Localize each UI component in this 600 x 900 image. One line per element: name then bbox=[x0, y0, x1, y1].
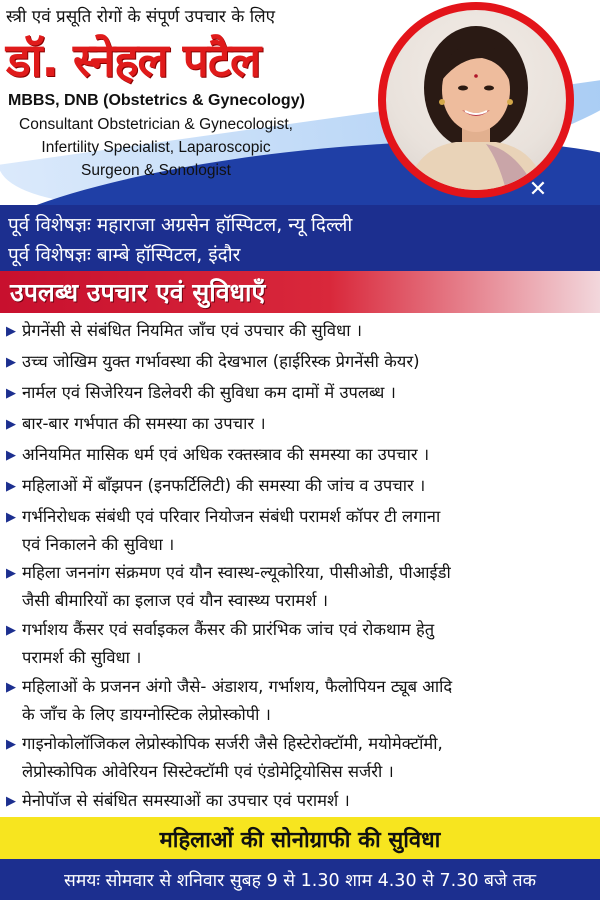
services-list bbox=[0, 315, 600, 817]
arrow-bullet-icon: ▶ bbox=[6, 794, 16, 809]
timing-footer bbox=[0, 859, 600, 900]
arrow-bullet-icon: ▶ bbox=[6, 324, 16, 339]
designation-line-3: Surgeon & Sonologist bbox=[81, 162, 231, 179]
list-item: ▶ अनियमित मासिक धर्म एवं अधिक रक्तस्त्राव की समस्या का उपचार । bbox=[6, 441, 596, 469]
experience-line-1: पूर्व विशेषज्ञः महाराजा अग्रसेन हॉस्पिटल, न्यू दिल्ली bbox=[8, 214, 353, 236]
doctor-photo-frame bbox=[378, 2, 574, 198]
list-item: ▶ महिला जननांग संक्रमण एवं यौन स्वास्थ-ल्यूकोरिया, पीसीओडी, पीआईडी जैसी बीमारियों का इलाज एवं यौन स्वास्थ्य परामर्श । bbox=[6, 559, 596, 614]
arrow-bullet-icon: ▶ bbox=[6, 479, 16, 494]
list-item: ▶ बार-बार गर्भपात की समस्या का उपचार । bbox=[6, 410, 596, 438]
designation-line-1: Consultant Obstetrician & Gynecologist, bbox=[19, 116, 293, 133]
list-item: ▶ प्रेगनेंसी से संबंधित नियमित जाँच एवं उपचार की सुविधा । bbox=[6, 317, 596, 345]
arrow-bullet-icon: ▶ bbox=[6, 417, 16, 432]
arrow-bullet-icon: ▶ bbox=[6, 355, 16, 370]
doctor-portrait-illustration bbox=[386, 10, 566, 190]
list-item: ▶ महिलाओं के प्रजनन अंगो जैसे- अंडाशय, गर्भाशय, फैलोपियन ट्यूब आदि के जाँच के लिए डायग्नोस्टिक लेप्रोस्कोपी । bbox=[6, 673, 596, 728]
list-item: ▶ गर्भनिरोधक संबंधी एवं परिवार नियोजन संबंधी परामर्श कॉपर टी लगाना एवं निकालने की सुविधा । bbox=[6, 503, 596, 558]
tagline: स्त्री एवं प्रसूति रोगों के संपूर्ण उपचार के लिए bbox=[6, 7, 276, 27]
sonography-banner bbox=[0, 817, 600, 859]
arrow-bullet-icon: ▶ bbox=[6, 448, 16, 463]
arrow-bullet-icon: ▶ bbox=[6, 510, 16, 525]
experience-line-2: पूर्व विशेषज्ञः बाम्बे हॉस्पिटल, इंदौर bbox=[8, 244, 241, 266]
arrow-bullet-icon: ▶ bbox=[6, 737, 16, 752]
arrow-bullet-icon: ▶ bbox=[6, 386, 16, 401]
doctor-designation bbox=[6, 113, 306, 182]
services-heading: उपलब्ध उपचार एवं सुविधाएँ bbox=[10, 278, 266, 307]
header bbox=[0, 0, 600, 205]
experience-band bbox=[0, 205, 600, 271]
services-heading-bar bbox=[0, 271, 600, 313]
list-item: ▶ गाइनोकोलॉजिकल लेप्रोस्कोपिक सर्जरी जैसे हिस्टेरोक्टॉमी, मयोमेक्टॉमी, लेप्रोस्कोपिक ओवेरियन सिस्टेक्टॉमी एवं एंडोमेट्रियोसिस सर्जरी । bbox=[6, 730, 596, 785]
list-item: ▶ नार्मल एवं सिजेरियन डिलेवरी की सुविधा कम दामों में उपलब्ध । bbox=[6, 379, 596, 407]
close-icon: ✕ bbox=[528, 177, 548, 202]
doctor-photo bbox=[386, 10, 566, 190]
arrow-bullet-icon: ▶ bbox=[6, 680, 16, 695]
list-item: ▶ महिलाओं में बाँझपन (इनफर्टिलिटी) की समस्या की जांच व उपचार । bbox=[6, 472, 596, 500]
list-item: ▶ गर्भाशय कैंसर एवं सर्वाइकल कैंसर की प्रारंभिक जांच एवं रोकथाम हेतु परामर्श की सुविधा । bbox=[6, 616, 596, 671]
designation-line-2: Infertility Specialist, Laparoscopic bbox=[41, 139, 271, 156]
arrow-bullet-icon: ▶ bbox=[6, 566, 16, 581]
arrow-bullet-icon: ▶ bbox=[6, 623, 16, 638]
doctor-name: डॉ. स्नेहल पटैल bbox=[6, 33, 261, 87]
sonography-text: महिलाओं की सोनोग्राफी की सुविधा bbox=[159, 828, 441, 853]
doctor-degree: MBBS, DNB (Obstetrics & Gynecology) bbox=[8, 92, 305, 109]
timing-text: समयः सोमवार से शनिवार सुबह 9 से 1.30 शाम 4.30 से 7.30 बजे तक bbox=[63, 871, 537, 891]
list-item: ▶ मेनोपॉज से संबंधित समस्याओं का उपचार एवं परामर्श । bbox=[6, 787, 596, 815]
list-item: ▶ उच्च जोखिम युक्त गर्भावस्था की देखभाल (हाईरिस्क प्रेगनेंसी केयर) bbox=[6, 348, 596, 376]
